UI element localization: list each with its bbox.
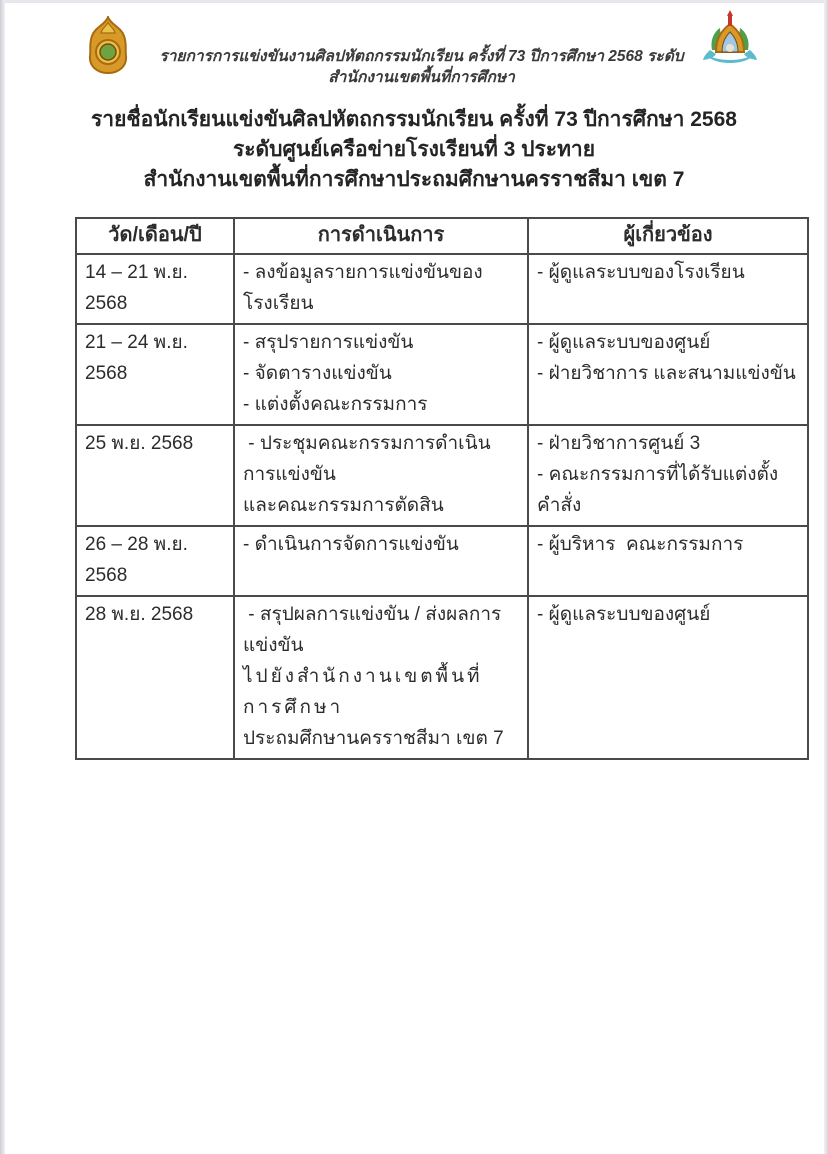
date-cell (76, 324, 234, 425)
cell-line: 25 พ.ย. 2568 (85, 433, 194, 454)
table-row (76, 425, 808, 526)
actions-cell (234, 526, 528, 596)
document-title-block (0, 105, 828, 195)
cell-line: - แต่งตั้งคณะกรรมการ (243, 394, 428, 415)
header-actions: การดำเนินการ (234, 218, 528, 254)
table-row (76, 526, 808, 596)
date-cell (76, 425, 234, 526)
cell-line: และคณะกรรมการตัดสิน (243, 495, 444, 516)
cell-line: - ฝ่ายวิชาการศูนย์ 3 (537, 433, 701, 454)
header-date: วัด/เดือน/ปี (76, 218, 234, 254)
cell-line: - สรุปรายการแข่งขัน (243, 332, 414, 353)
cell-line: - ประชุมคณะกรรมการดำเนินการแข่งขัน (243, 433, 491, 485)
cell-line: 14 – 21 พ.ย. 2568 (85, 262, 194, 314)
date-cell (76, 526, 234, 596)
table-row (76, 254, 808, 324)
people-cell (528, 324, 808, 425)
people-cell (528, 526, 808, 596)
actions-cell (234, 425, 528, 526)
cell-line: 28 พ.ย. 2568 (85, 604, 194, 625)
table-row (76, 596, 808, 759)
cell-line: - สรุปผลการแข่งขัน / ส่งผลการแข่งขัน (243, 604, 502, 656)
district-office-emblem-icon (702, 10, 758, 72)
title-line-1: รายชื่อนักเรียนแข่งขันศิลปหัตถกรรมนักเรียน ครั้งที่ 73 ปีการศึกษา 2568 (91, 108, 737, 131)
cell-line: ประถมศึกษานครราชสีมา เขต 7 (243, 728, 504, 749)
cell-line: - ดำเนินการจัดการแข่งขัน (243, 534, 459, 555)
table-header-row (76, 218, 808, 254)
photo-top-edge (0, 0, 828, 3)
cell-line: - คณะกรรมการที่ได้รับแต่งตั้งคำสั่ง (537, 464, 779, 516)
cell-line: - ผู้ดูแลระบบของศูนย์ (537, 332, 711, 353)
people-cell (528, 425, 808, 526)
cell-line: - ผู้ดูแลระบบของโรงเรียน (537, 262, 745, 283)
table-row (76, 324, 808, 425)
cell-line: ไปยังสำนักงานเขตพื้นที่การศึกษา (243, 666, 483, 718)
title-line-3: สำนักงานเขตพื้นที่การศึกษาประถมศึกษานครราชสีมา เขต 7 (143, 168, 685, 191)
craft-competition-emblem-icon (82, 16, 134, 74)
actions-cell (234, 254, 528, 324)
actions-cell (234, 596, 528, 759)
cell-line: - ฝ่ายวิชาการ และสนามแข่งขัน (537, 363, 796, 384)
date-cell (76, 596, 234, 759)
cell-line: 26 – 28 พ.ย. 2568 (85, 534, 194, 586)
people-cell (528, 596, 808, 759)
banner-title: รายการการแข่งขันงานศิลปหัตถกรรมนักเรียน ครั้งที่ 73 ปีการศึกษา 2568 ระดับสำนักงานเขตพื้นที่การศึกษา (159, 48, 684, 86)
title-line-2: ระดับศูนย์เครือข่ายโรงเรียนที่ 3 ประทาย (232, 138, 596, 161)
schedule-table (75, 217, 809, 760)
schedule-table-container (75, 217, 807, 760)
cell-line: - ผู้บริหาร คณะกรรมการ (537, 534, 744, 555)
people-cell (528, 254, 808, 324)
date-cell (76, 254, 234, 324)
actions-cell (234, 324, 528, 425)
cell-line: - ลงข้อมูลรายการแข่งขันของโรงเรียน (243, 262, 483, 314)
cell-line: - จัดตารางแข่งขัน (243, 363, 392, 384)
cell-line: 21 – 24 พ.ย. 2568 (85, 332, 194, 384)
header-people: ผู้เกี่ยวข้อง (528, 218, 808, 254)
cell-line: - ผู้ดูแลระบบของศูนย์ (537, 604, 711, 625)
